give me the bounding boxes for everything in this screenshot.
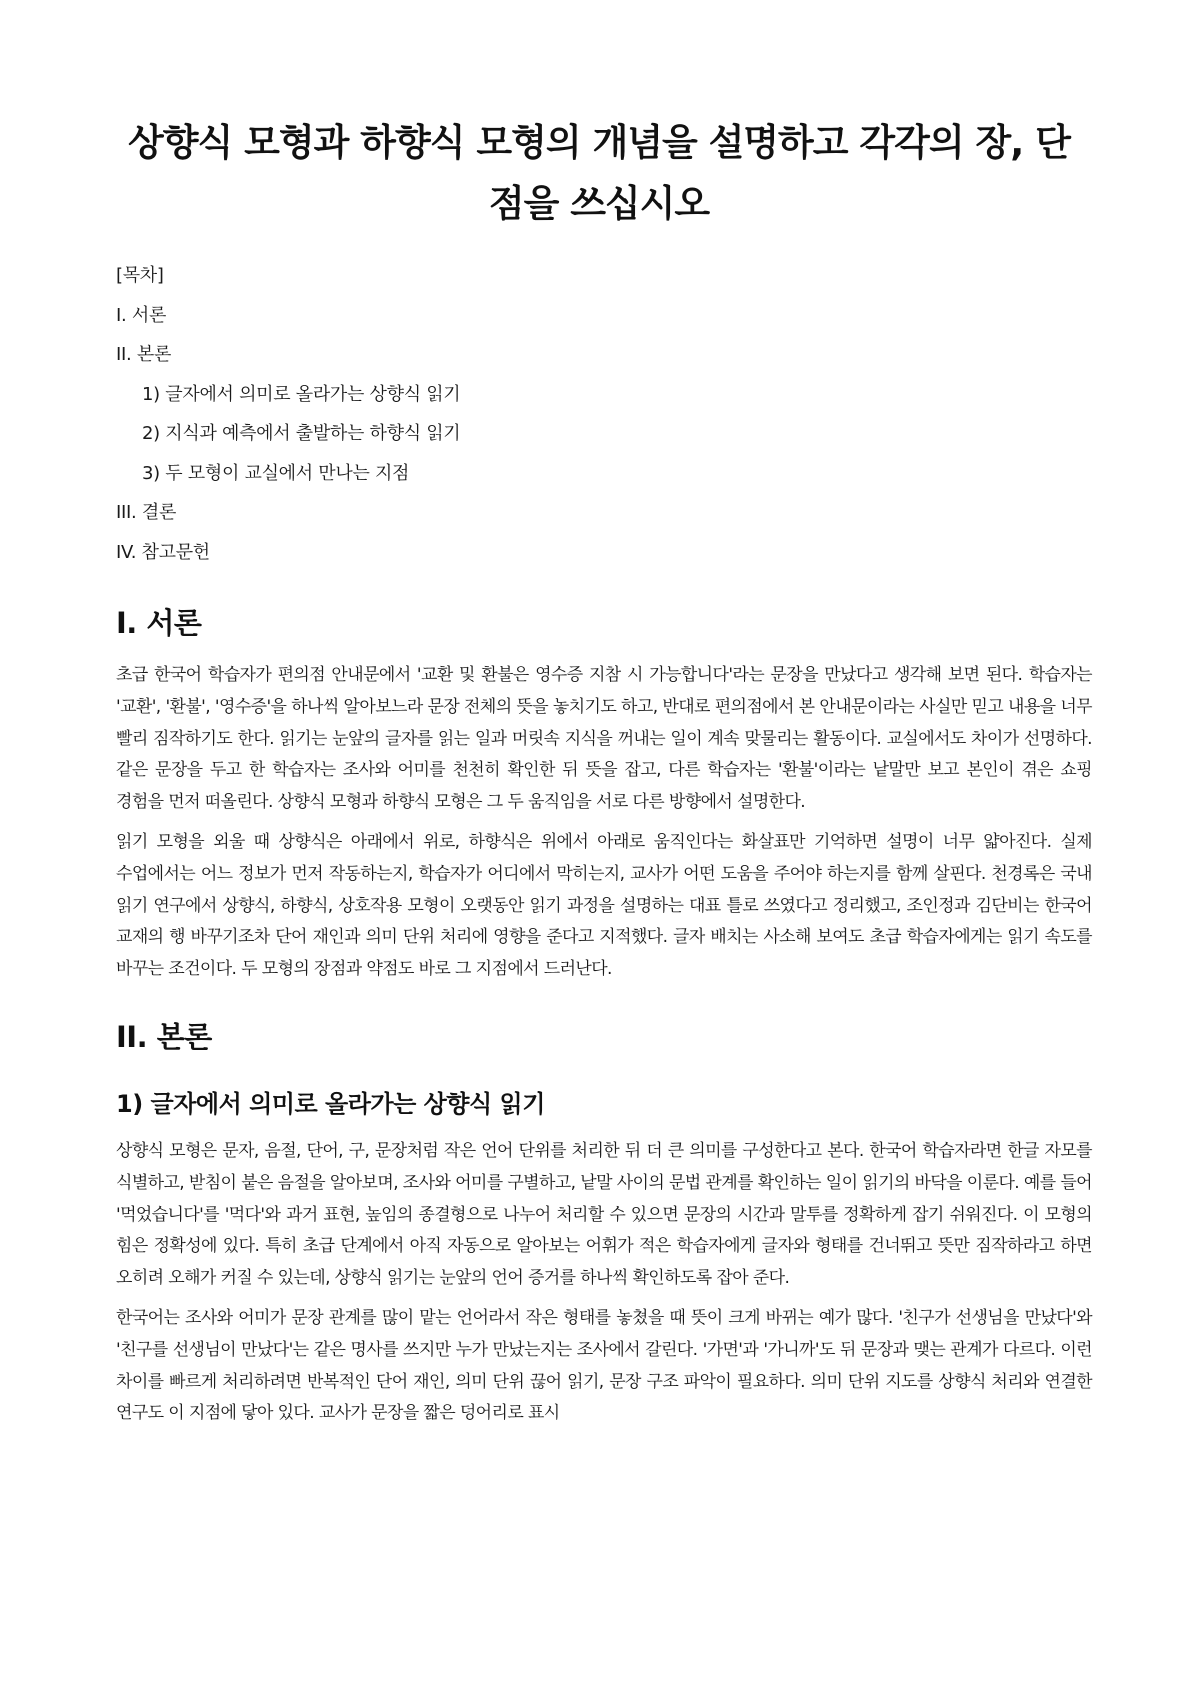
toc-item-body-2: 2) 지식과 예측에서 출발하는 하향식 읽기 [142,423,461,444]
toc-item-conclusion: III. 결론 [116,502,177,523]
document-title: 상향식 모형과 하향식 모형의 개념을 설명하고 각각의 장, 단점을 쓰십시오 [128,121,1070,225]
toc-item-references: IV. 참고문헌 [116,541,210,563]
subsection-heading-bottom-up: 1) 글자에서 의미로 올라가는 상향식 읽기 [116,1089,545,1118]
toc-item-body-1: 1) 글자에서 의미로 올라가는 상향식 읽기 [142,383,461,405]
toc-item-body: II. 본론 [116,344,172,365]
intro-paragraph-2: 읽기 모형을 외울 때 상향식은 아래에서 위로, 하향식은 위에서 아래로 움직인다는 화살표만 기억하면 설명이 너무 얇아진다. 실제 수업에서는 어느 정보가 먼저 작동하는지, 학습자가 어디에서 막히는지, 교사가 어떤 도움을 주어야 하는지를 함께 살핀다. 천경록은 국내 읽기 연구에서 상향식, 하향식, 상호작용 모형이 오랫동안 읽기 과정을 설명하는 대표 틀로 쓰였다고 정리했고, 조인정과 김단비는 한국어 교재의 행 바꾸기조차 단어 재인과 의미 단위 처리에 영향을 준다고 지적했다. 글자 배치는 사소해 보여도 초급 학습자에게는 읽기 속도를 바꾸는 조건이다. 두 모형의 장점과 약점도 바로 그 지점에서 드러난다. [116,831,1092,980]
toc-heading: [목차] [116,265,164,286]
bottom-up-paragraph-1: 상향식 모형은 문자, 음절, 단어, 구, 문장처럼 작은 언어 단위를 처리한 뒤 더 큰 의미를 구성한다고 본다. 한국어 학습자라면 한글 자모를 식별하고, 받침이 붙은 음절을 알아보며, 조사와 어미를 구별하고, 낱말 사이의 문법 관계를 확인하는 일이 읽기의 바닥을 이룬다. 예를 들어 '먹었습니다'를 '먹다'와 과거 표현, 높임의 종결형으로 나누어 처리할 수 있으면 문장의 시간과 말투를 정확하게 잡기 쉬워진다. 이 모형의 힘은 정확성에 있다. 특히 초급 단계에서 아직 자동으로 알아보는 어휘가 적은 학습자에게 글자와 형태를 건너뛰고 뜻만 짐작하라고 하면 오히려 오해가 커질 수 있는데, 상향식 읽기는 눈앞의 언어 증거를 하나씩 확인하도록 잡아 준다. [116,1140,1092,1289]
toc-item-body-3: 3) 두 모형이 교실에서 만나는 지점 [142,462,410,484]
bottom-up-paragraph-2: 한국어는 조사와 어미가 문장 관계를 많이 맡는 언어라서 작은 형태를 놓쳤을 때 뜻이 크게 바뀌는 예가 많다. '친구가 선생님을 만났다'와 '친구를 선생님이 만났다'는 같은 명사를 쓰지만 누가 만났는지는 조사에서 갈린다. '가면'과 '가니까'도 뒤 문장과 맺는 관계가 다르다. 이런 차이를 빠르게 처리하려면 반복적인 단어 재인, 의미 단위 끊어 읽기, 문장 구조 파악이 필요하다. 의미 단위 지도를 상향식 처리와 연결한 연구도 이 지점에 닿아 있다. 교사가 문장을 짧은 덩어리로 표시 [116,1307,1092,1424]
section-heading-body: II. 본론 [116,1019,212,1054]
table-of-contents [116,256,1092,572]
toc-item-intro: I. 서론 [116,304,167,326]
intro-paragraph-1: 초급 한국어 학습자가 편의점 안내문에서 '교환 및 환불은 영수증 지참 시 가능합니다'라는 문장을 만났다고 생각해 보면 된다. 학습자는 '교환', '환불', '영수증'을 하나씩 알아보느라 문장 전체의 뜻을 놓치기도 하고, 반대로 편의점에서 본 안내문이라는 사실만 믿고 내용을 너무 빨리 짐작하기도 한다. 읽기는 눈앞의 글자를 읽는 일과 머릿속 지식을 꺼내는 일이 계속 맞물리는 활동이다. 교실에서도 차이가 선명하다. 같은 문장을 두고 한 학습자는 조사와 어미를 천천히 확인한 뒤 뜻을 잡고, 다른 학습자는 '환불'이라는 낱말만 보고 본인이 겪은 쇼핑 경험을 먼저 떠올린다. 상향식 모형과 하향식 모형은 그 두 움직임을 서로 다른 방향에서 설명한다. [116,665,1092,813]
section-heading-intro: I. 서론 [116,606,202,640]
